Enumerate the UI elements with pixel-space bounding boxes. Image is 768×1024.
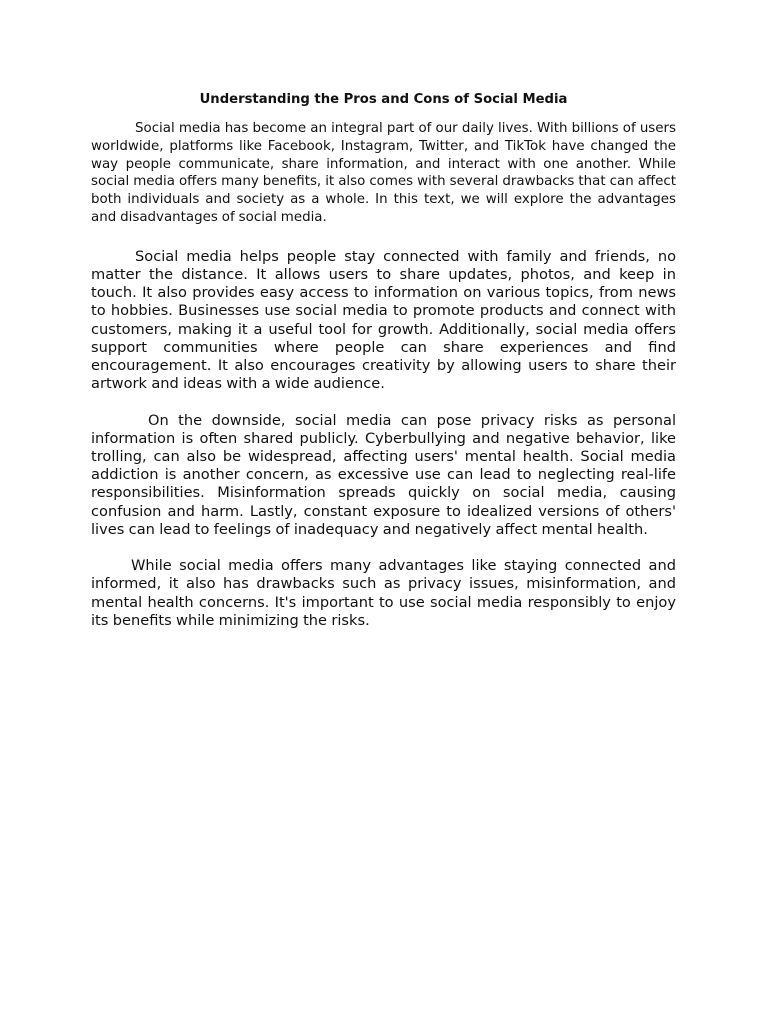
document-page — [91, 91, 676, 630]
paragraph-disadvantages: On the downside, social media can pose privacy risks as personal information is often shared publicly. Cyberbullying and negative behavior, like trolling, can also be widespread, affecting users' mental health. Social media addiction is another concern, as excessive use can lead to neglecting real-life responsibilities. Misinformation spreads quickly on social media, causing confusion and harm. Lastly, constant exposure to idealized versions of others' lives can lead to feelings of inadequacy and negatively affect mental health. — [91, 411, 676, 538]
paragraph-introduction: Social media has become an integral part of our daily lives. With billions of users worldwide, platforms like Facebook, Instagram, Twitter, and TikTok have changed the way people communicate, share information, and interact with one another. While social media offers many benefits, it also comes with several drawbacks that can affect both individuals and society as a whole. In this text, we will explore the advantages and disadvantages of social media. — [91, 121, 676, 225]
document-title: Understanding the Pros and Cons of Social Media — [199, 92, 568, 107]
paragraph-conclusion: While social media offers many advantages like staying connected and informed, it also has drawbacks such as privacy issues, misinformation, and mental health concerns. It's important to use social media responsibly to enjoy its benefits while minimizing the risks. — [91, 557, 676, 629]
paragraph-advantages: Social media helps people stay connected with family and friends, no matter the distance. It allows users to share updates, photos, and keep in touch. It also provides easy access to information on various topics, from news to hobbies. Businesses use social media to promote products and connect with customers, making it a useful tool for growth. Additionally, social media offers support communities where people can share experiences and find encouragement. It also encourages creativity by allowing users to share their artwork and ideas with a wide audience. — [91, 247, 676, 393]
